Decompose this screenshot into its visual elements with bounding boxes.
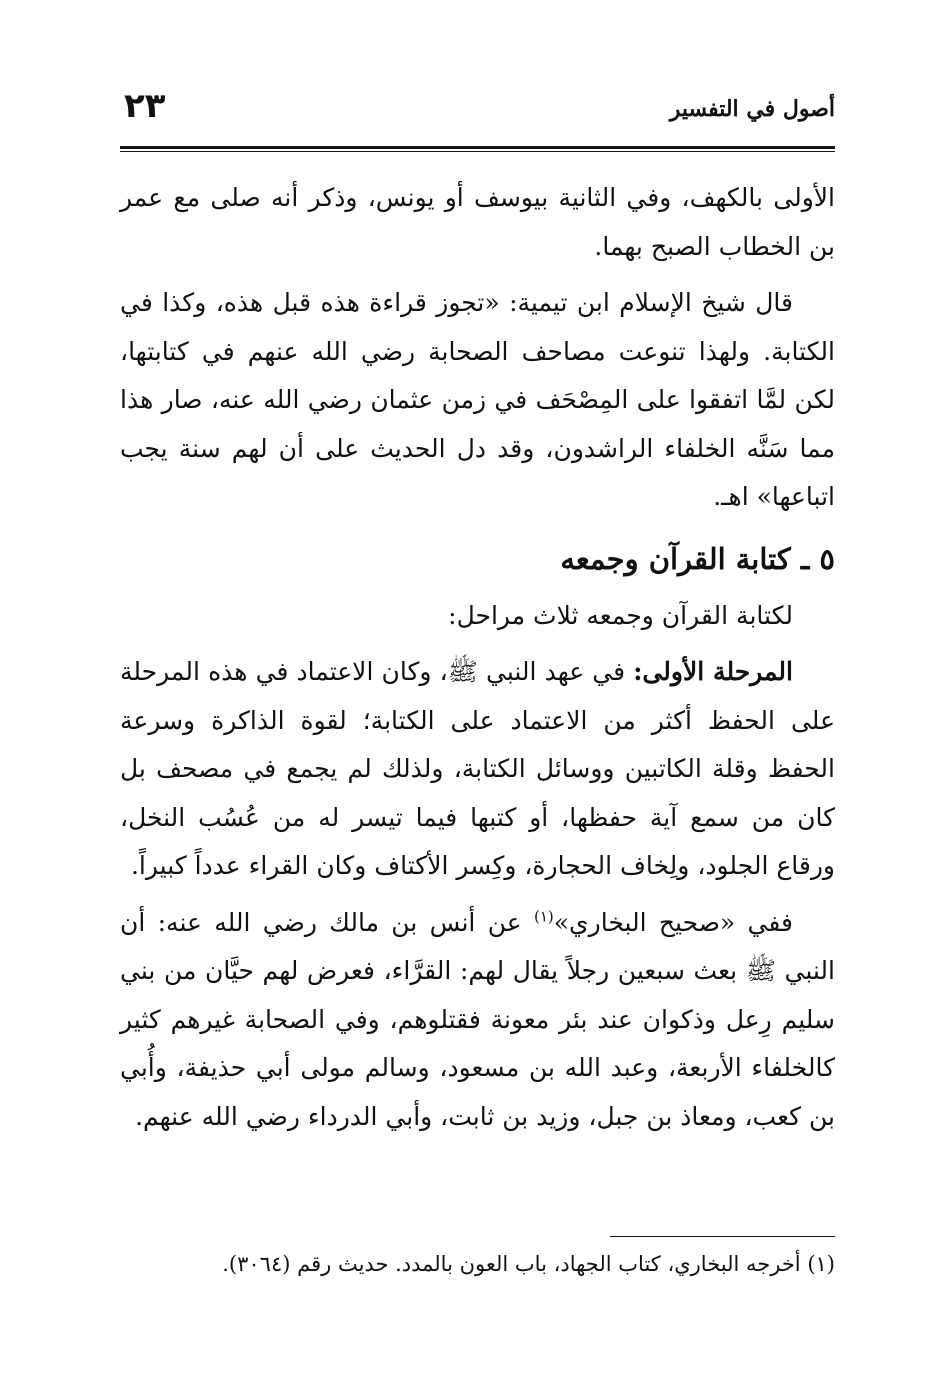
- book-page: [120, 84, 835, 1314]
- paragraph-first-stage: [120, 648, 835, 891]
- footnote-reference[interactable]: (١): [533, 907, 554, 926]
- paragraph-bukhari-narration: [120, 899, 835, 1142]
- page-number: ٢٣: [124, 86, 166, 126]
- stage-text: في عهد النبي ﷺ، وكان الاعتماد في هذه المرحلة على الحفظ أكثر من الاعتماد على الكتابة؛ لقوة الذاكرة وسرعة الحفظ وقلة الكاتبين ووسائل الكتابة، ولذلك لم يجمع في مصحف بل كان من سمع آية حفظها، أو كتبها فيما تيسر له من عُسُب النخل، ورقاع الجلود، ولِخاف الحجارة، وكِسر الأكتاف وكان القراء عدداً كبيراً.: [120, 657, 835, 880]
- header-rule: [120, 146, 835, 152]
- narration-start: ففي «صحيح البخاري»: [553, 907, 793, 937]
- stage-label: المرحلة الأولى:: [633, 657, 793, 686]
- running-header: [120, 84, 835, 134]
- narration-text: عن أنس بن مالك رضي الله عنه: أن النبي ﷺ بعث سبعين رجلاً يقال لهم: القرَّاء، فعرض لهم حيَّان من بني سليم رِعل وذكوان عند بئر معونة فقتلوهم، وفي الصحابة غيرهم كثير كالخلفاء الأربعة، وعبد الله بن مسعود، وسالم مولى أبي حذيفة، وأُبي بن كعب، ومعاذ بن جبل، وزيد بن ثابت، وأبي الدرداء رضي الله عنهم.: [120, 907, 835, 1131]
- footnote-1: (١) أخرجه البخاري، كتاب الجهاد، باب العون بالمدد. حديث رقم (٣٠٦٤).: [222, 1252, 835, 1276]
- footnote-rule: [610, 1236, 835, 1237]
- paragraph-continued: الأولى بالكهف، وفي الثانية بيوسف أو يونس، وذكر أنه صلى مع عمر بن الخطاب الصبح بهما.: [120, 183, 835, 261]
- book-title: أصول في التفسير: [669, 96, 835, 122]
- section-heading: ٥ ـ كتابة القرآن وجمعه: [560, 541, 835, 576]
- page-body: [120, 174, 835, 1149]
- paragraph-ibn-taymiyyah-quote: قال شيخ الإسلام ابن تيمية: «تجوز قراءة هذه قبل هذه، وكذا في الكتابة. ولهذا تنوعت مصاحف الصحابة رضي الله عنهم في كتابتها، لكن لمَّا اتفقوا على المِصْحَف في زمن عثمان رضي الله عنه، صار هذا مما سَنَّه الخلفاء الراشدون، وقد دل الحديث على أن لهم سنة يجب اتباعها» اهـ.: [120, 288, 835, 511]
- paragraph-stages-intro: لكتابة القرآن وجمعه ثلاث مراحل:: [448, 600, 793, 630]
